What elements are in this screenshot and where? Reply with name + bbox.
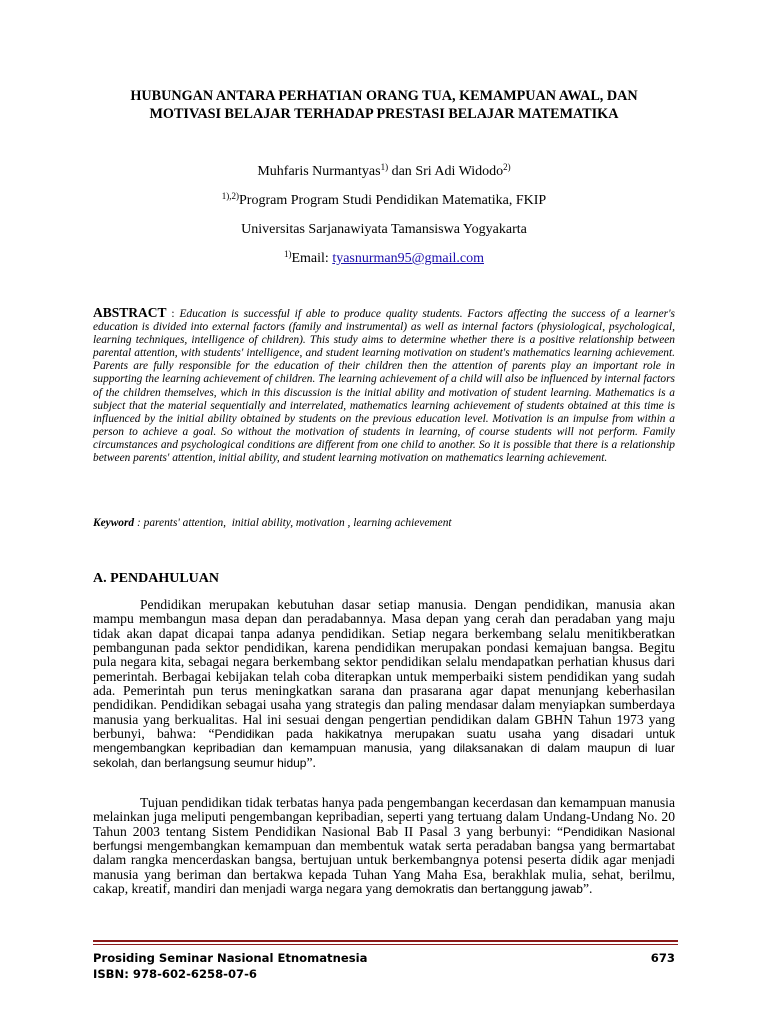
affiliation-program-text: Program Program Studi Pendidikan Matematika, FKIP bbox=[239, 193, 547, 208]
paragraph-2-text: Tujuan pendidikan tidak terbatas hanya pada pengembangan kecerdasan dan kemampuan manusia melainkan juga meliputi pengembangan kepribadian, seperti yang tertuang dalam Undang-Undang No. 20 Tahun 2003 tentang Sistem Pendidikan Nasional Bab II Pasal 3 yang berbunyi: “ bbox=[93, 795, 675, 839]
affiliation-university: Universitas Sarjanawiyata Tamansiswa Yogyakarta bbox=[241, 222, 527, 237]
keyword-line bbox=[93, 516, 675, 530]
paragraph-1 bbox=[93, 598, 675, 770]
footer-rule-thick bbox=[93, 940, 678, 942]
footer-page-number: 673 bbox=[650, 951, 675, 965]
abstract-label: ABSTRACT bbox=[93, 305, 167, 320]
affiliation-superscript: 1),2) bbox=[221, 191, 240, 201]
footer-isbn: ISBN: 978-602-6258-07-6 bbox=[93, 967, 257, 981]
author-conjunction: dan bbox=[388, 164, 416, 179]
footer-proceedings: Prosiding Seminar Nasional Etnomatnesia bbox=[93, 951, 368, 965]
paragraph-2-end: ”. bbox=[582, 881, 593, 897]
paragraph-2-quote-1: Pendidikan Nasional berfungsi bbox=[93, 824, 676, 854]
abstract-text: Education is successful if able to produce quality students. Factors affecting the success of a learner's education is divided into external factors (family and instrumental) as well as internal factors (physiological, psychological, learning techniques, intelligence of children). This study aims to determine whether there is a positive relationship between parental attention, with students' intelligence, and student learning motivation on student's mathematics learning achievement. Parents are fully responsible for the education of their children then the attention of parents play an important role in supporting the learning achievement of children. The learning achievement of a child will also be influenced by internal factors of the children themselves, which in this discussion is the initial ability and motivation of student learning. Mathematics is a subject that the material sequentially and interrelated, mathematics learning achievement of students obtained at this time is influenced by the initial ability obtained by students on the previous education level. Motivation is an impulse from within a person to achieve a goal. So without the motivation of students in learning, of course students will not perform. Family circumstances and psychological conditions are different from one child to another. So it is possible that there is a relationship between parents' attention, initial ability, and student learning motivation on mathematics learning achievement. bbox=[93, 308, 675, 465]
affiliation-program bbox=[60, 192, 708, 210]
section-heading: A. PENDAHULUAN bbox=[93, 571, 219, 586]
email-superscript: 1) bbox=[283, 249, 292, 259]
author-1-superscript: 1) bbox=[380, 162, 389, 172]
email-line bbox=[60, 250, 708, 268]
keyword-label: Keyword bbox=[93, 517, 135, 529]
keyword-text: : parents' attention, initial ability, motivation , learning achievement bbox=[134, 517, 452, 529]
author-2-name: Sri Adi Widodo bbox=[415, 164, 504, 179]
author-1-name: Muhfaris Nurmantyas bbox=[257, 164, 381, 179]
paragraph-2 bbox=[93, 796, 675, 896]
paragraph-2-mid: mengembangkan kemampuan dan membentuk watak serta peradaban bangsa yang bermartabat dalam rangka mencerdaskan bangsa, bertujuan untuk berkembangnya potensi peserta didik agar menjadi manusia yang beriman dan bertakwa kepada Tuhan Yang Maha Esa, berakhlak mulia, sehat, berilmu, cakap, kreatif, mandiri dan menjadi warga negara yang bbox=[93, 838, 675, 897]
footer-proceedings-line bbox=[93, 950, 675, 966]
footer-rule-thin bbox=[93, 944, 678, 945]
title-line-1: HUBUNGAN ANTARA PERHATIAN ORANG TUA, KEMAMPUAN AWAL, DAN bbox=[130, 88, 638, 104]
title-line-2: MOTIVASI BELAJAR TERHADAP PRESTASI BELAJAR MATEMATIKA bbox=[149, 106, 619, 122]
paragraph-1-text: Pendidikan merupakan kebutuhan dasar setiap manusia. Dengan pendidikan, manusia akan mampu membangun masa depan dan peradabannya. Masa depan yang cerah dan peradaban yang maju tidak akan dapat dicapai tanpa adanya pendidikan. Setiap negara berkembang selalu menitikberatkan pembangunan pada sektor pendidikan, karena pendidikan merupakan pondasi kemajuan bangsa. Begitu pula negara kita, sebagai negara berkembang sektor pendidikan selalu mendapatkan perhatian khusus dari pemerintah. Berbagai kebijakan telah coba diterapkan untuk memperbaiki sistem pendidikan yang sudah ada. Pemerintah pun terus meningkatkan sarana dan prasarana agar dapat menunjang keberhasilan pendidikan. Pendidikan sebagai usaha yang strategis dan paling mendasar dalam menyiapkan sumberdaya manusia yang berkualitas. Hal ini sesuai dengan pengertian pendidikan dalam GBHN Tahun 1973 yang berbunyi, bahwa: “ bbox=[93, 597, 675, 742]
paper-title bbox=[60, 87, 708, 123]
author-line bbox=[60, 163, 708, 181]
email-link[interactable]: tyasnurman95@gmail.com bbox=[332, 251, 485, 266]
abstract-colon: : bbox=[166, 308, 180, 320]
email-label: Email: bbox=[291, 251, 333, 266]
paragraph-1-quote: Pendidikan pada hakikatnya merupakan suatu usaha yang disadari untuk mengembangkan kepribadian dan kemampuan manusia, yang dilaksanakan di dalam maupun di luar sekolah, dan berlangsung seumur hidup bbox=[93, 727, 675, 770]
author-2-superscript: 2) bbox=[503, 162, 511, 172]
paragraph-2-quote-2: demokratis dan bertanggung jawab bbox=[395, 882, 583, 897]
paragraph-1-end: ”. bbox=[306, 754, 316, 770]
abstract-block bbox=[93, 306, 675, 465]
